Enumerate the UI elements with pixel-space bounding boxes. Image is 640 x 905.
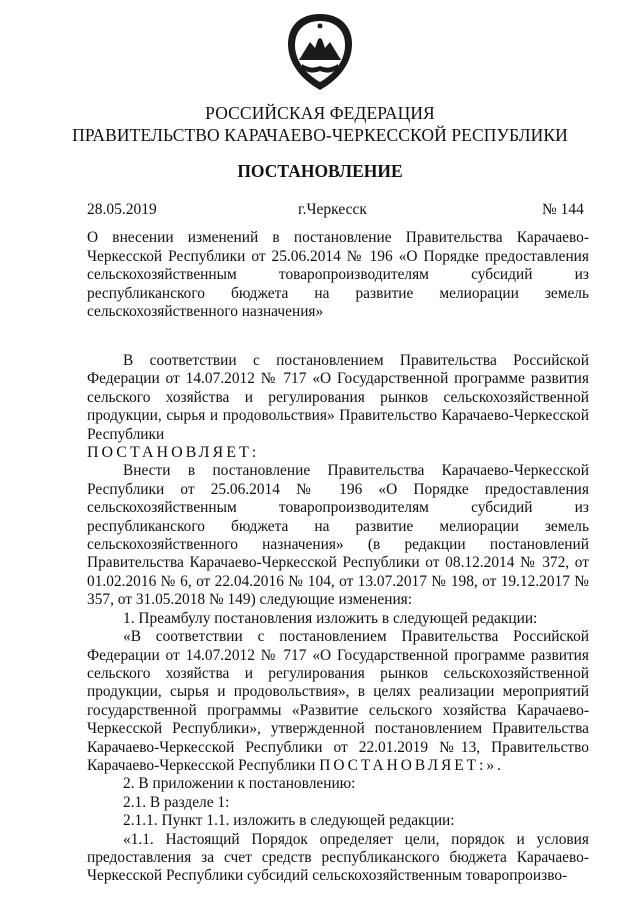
document-number: № 144	[542, 201, 584, 218]
document-subject: О внесении изменений в постановление Правительства Карачаево-Черкесской Республики от 25.06.2014 № 196 «О Порядке предоставления сельскохозяйственным товаропроизводителям субсидий из республиканского бюджета на развитие мелиорации земель сельскохозяйственного назначения»	[87, 229, 589, 320]
amended-decree-word: ПОСТАНОВЛЯЕТ:».	[319, 756, 504, 774]
body-paragraph-3	[87, 628, 589, 775]
amended-preamble-text: «В соответствии с постановлением Правительства Российской Федерации от 14.07.2012 № 717 «О Государственной программе развития сельского хозяйства и регулирования рынков сельскохозяйственной продукции, сырья и продовольствия», в целях реализации мероприятий государственной программы «Развитие сельского хозяйства Карачаево-Черкесской Республики», утвержденной постановлением Правительства Карачаево-Черкесской Республики от 22.01.2019 №13, Правительство Карачаево-Черкесской Республики	[87, 628, 589, 774]
document-type-title: ПОСТАНОВЛЕНИЕ	[237, 161, 403, 181]
document-body	[87, 352, 589, 886]
document-city: г.Черкесск	[298, 201, 367, 218]
coat-of-arms-emblem	[284, 12, 356, 92]
header-government: ПРАВИТЕЛЬСТВО КАРАЧАЕВО-ЧЕРКЕССКОЙ РЕСПУБЛИКИ	[72, 125, 568, 145]
decree-word: ПОСТАНОВЛЯЕТ:	[87, 444, 260, 462]
body-paragraph-5: 2.1. В разделе 1:	[123, 793, 230, 811]
body-paragraph-6: 2.1.1. Пункт 1.1. изложить в следующей редакции:	[123, 812, 455, 830]
preamble-paragraph: В соответствии с постановлением Правительства Российской Федерации от 14.07.2012 № 717 «О Государственной программе развития сельского хозяйства и регулирования рынков сельскохозяйственной продукции, сырья и продовольствия» Правительство Карачаево-Черкесской Республики	[87, 352, 589, 443]
document-date: 28.05.2019	[87, 201, 157, 218]
body-paragraph-7: «1.1. Настоящий Порядок определяет цели, порядок и условия предоставления за счет средств республиканского бюджета Карачаево-Черкесской Республики субсидий сельскохозяйственным товаропроизво-	[87, 830, 589, 885]
body-paragraph-4: 2. В приложении к постановлению:	[123, 775, 356, 793]
body-paragraph-1: Внести в постановление Правительства Карачаево-Черкесской Республики от 25.06.2014 № 196 «О Порядке предоставления сельскохозяйственным товаропроизводителям субсидий из республиканского бюджета на развитие мелиорации земель сельскохозяйственного назначения» (в редакции постановлений Правительства Карачаево-Черкесской Республики от 08.12.2014 № 372, от 01.02.2016 № 6, от 22.04.2016 № 104, от 13.07.2017 № 198, от 19.12.2017 № 357, от 31.05.2018 № 149) следующие изменения:	[87, 462, 589, 609]
body-paragraph-2: 1. Преамбулу постановления изложить в следующей редакции:	[123, 609, 538, 627]
header-country: РОССИЙСКАЯ ФЕДЕРАЦИЯ	[205, 103, 435, 123]
